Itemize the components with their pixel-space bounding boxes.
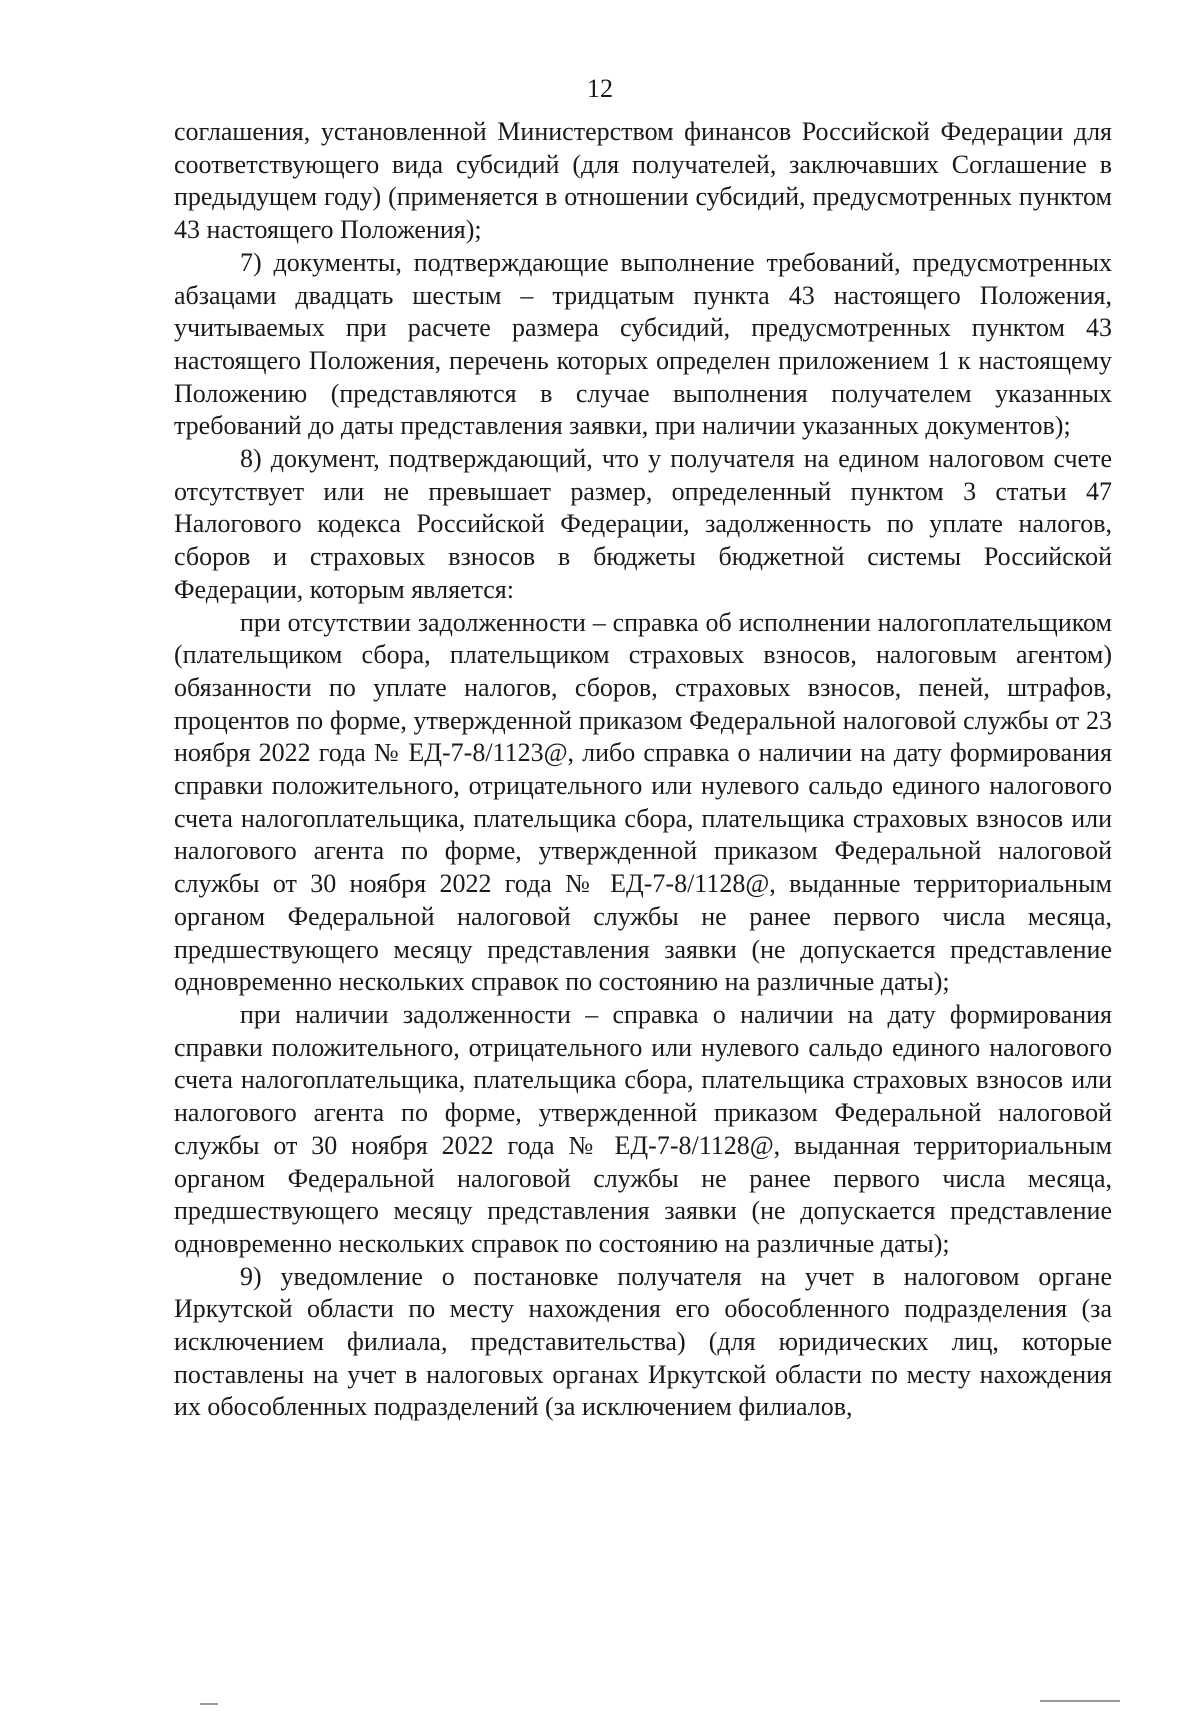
paragraph-no-debt: при отсутствии задолженности – справка об исполнении налогоплательщиком (плательщиком сбора, плательщиком страховых взносов, налоговым агентом) обязанности по уплате налогов, сборов, страховых взносов, пеней, штрафов, процентов по форме, утвержденной приказом Федеральной налоговой службы от 23 ноября 2022 года № ЕД-7-8/1123@, либо справка о наличии на дату формирования справки положительного, отрицательного или нулевого сальдо единого налогового счета налогоплательщика, плательщика сбора, плательщика страховых взносов или налогового агента по форме, утвержденной приказом Федеральной налоговой службы от 30 ноября 2022 года № ЕД-7-8/1128@, выданные территориальным органом Федеральной налоговой службы не ранее первого числа месяца, предшествующего месяцу представления заявки (не допускается представление одновременно нескольких справок по состоянию на различные даты);: [174, 607, 1112, 997]
document-body: [174, 116, 1112, 1424]
page-number: 12: [587, 74, 613, 103]
paragraph-with-debt: при наличии задолженности – справка о наличии на дату формирования справки положительного, отрицательного или нулевого сальдо единого налогового счета налогоплательщика, плательщика сбора, плательщика страховых взносов или налогового агента по форме, утвержденной приказом Федеральной налоговой службы от 30 ноября 2022 года № ЕД-7-8/1128@, выданная территориальным органом Федеральной налоговой службы не ранее первого числа месяца, предшествующего месяцу представления заявки (не допускается представление одновременно нескольких справок по состоянию на различные даты);: [174, 999, 1112, 1258]
scan-artifact-line: [200, 1703, 218, 1705]
paragraph-item-7: 7) документы, подтверждающие выполнение требований, предусмотренных абзацами двадцать шестым – тридцатым пункта 43 настоящего Положения, учитываемых при расчете размера субсидий, предусмотренных пунктом 43 настоящего Положения, перечень которых определен приложением 1 к настоящему Положению (представляются в случае выполнения получателем указанных требований до даты представления заявки, при наличии указанных документов);: [174, 247, 1112, 441]
scan-artifact-line: [1040, 1700, 1120, 1702]
paragraph-continuation: соглашения, установленной Министерством финансов Российской Федерации для соответствующего вида субсидий (для получателей, заключавших Соглашение в предыдущем году) (применяется в отношении субсидий, предусмотренных пунктом 43 настоящего Положения);: [174, 117, 1112, 245]
paragraph-item-8: 8) документ, подтверждающий, что у получателя на едином налоговом счете отсутствует или не превышает размер, определенный пунктом 3 статьи 47 Налогового кодекса Российской Федерации, задолженность по уплате налогов, сборов и страховых взносов в бюджеты бюджетной системы Российской Федерации, которым является:: [174, 444, 1112, 604]
paragraph-item-9: 9) уведомление о постановке получателя на учет в налоговом органе Иркутской области по месту нахождения его обособленного подразделения (за исключением филиала, представительства) (для юридических лиц, которые поставлены на учет в налоговых органах Иркутской области по месту нахождения их обособленных подразделений (за исключением филиалов,: [174, 1261, 1112, 1422]
